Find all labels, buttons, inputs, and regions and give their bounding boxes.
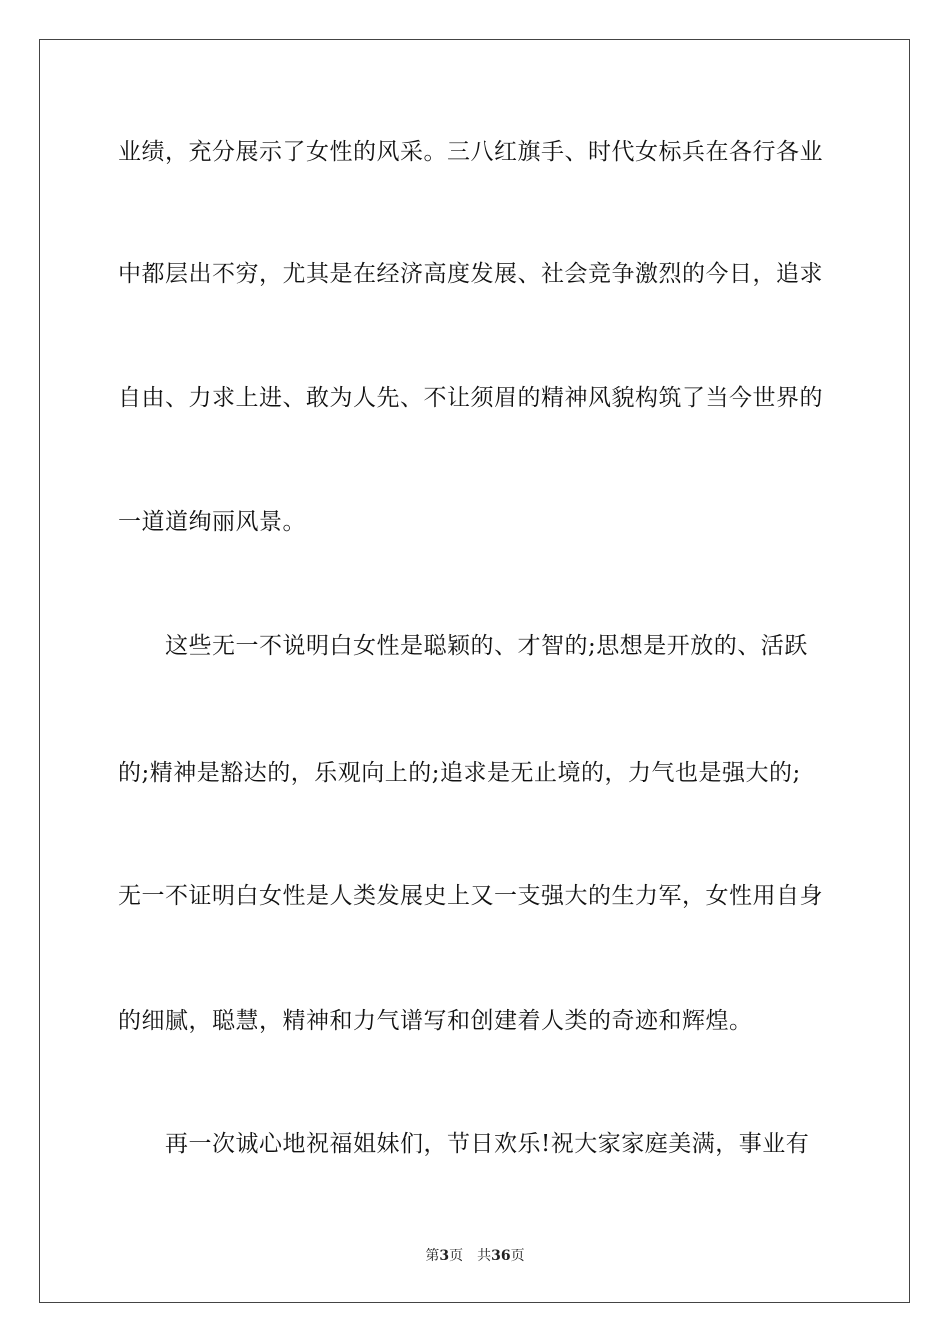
page-border [39,39,910,1303]
total-pages: 36 [491,1248,511,1264]
total-suffix: 页 [510,1248,525,1264]
text-line: 业绩，充分展示了女性的风采。三八红旗手、时代女标兵在各行各业 [118,139,823,165]
text-line: 中都层出不穷，尤其是在经济高度发展、社会竞争激烈的今日，追求 [118,261,823,287]
total-prefix: 共 [477,1248,492,1264]
text-line: 的;精神是豁达的，乐观向上的;追求是无止境的，力气也是强大的; [118,760,801,786]
text-line: 的细腻，聪慧，精神和力气谱写和创建着人类的奇迹和辉煌。 [118,1008,753,1034]
page-number: 3 [439,1248,450,1264]
page-prefix: 第 [425,1248,440,1264]
page-footer [0,1246,950,1266]
page-suffix: 页 [449,1248,464,1264]
paragraph-first-line: 这些无一不说明白女性是聪颖的、才智的;思想是开放的、活跃 [165,633,808,659]
text-line: 无一不证明白女性是人类发展史上又一支强大的生力军，女性用自身 [118,883,823,909]
text-line: 自由、力求上进、敢为人先、不让须眉的精神风貌构筑了当今世界的 [118,385,823,411]
paragraph-first-line: 再一次诚心地祝福姐妹们，节日欢乐!祝大家家庭美满，事业有 [165,1131,810,1157]
text-line: 一道道绚丽风景。 [118,509,306,535]
